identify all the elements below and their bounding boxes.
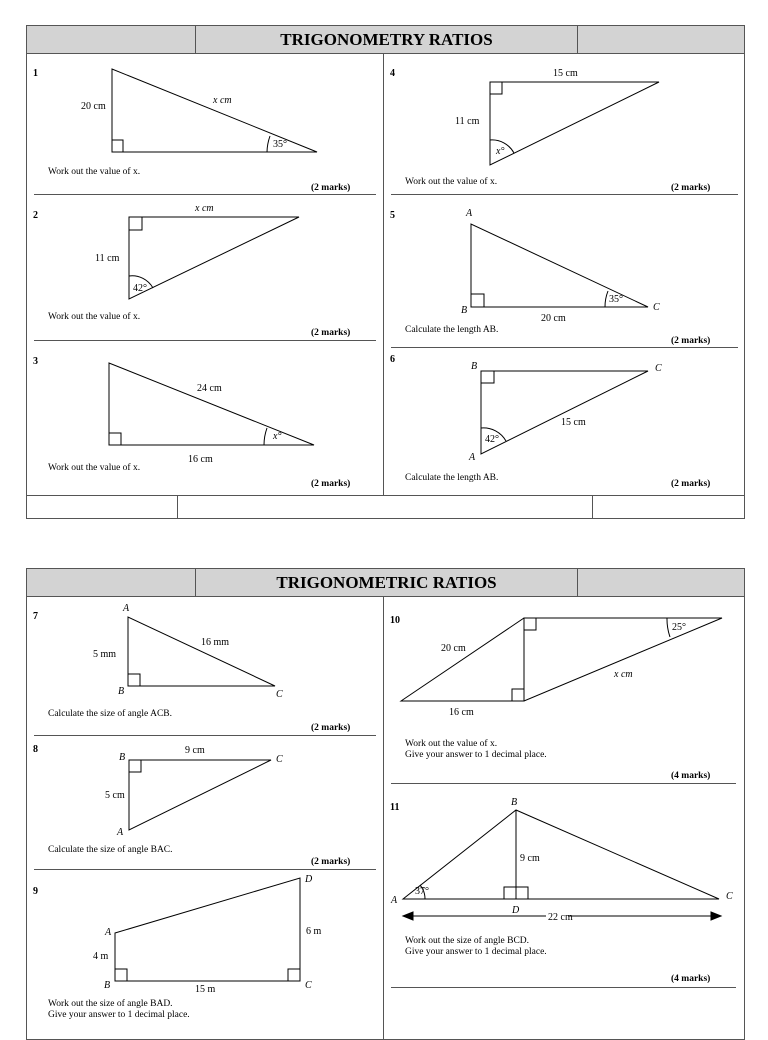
divider bbox=[391, 987, 736, 988]
question-number: 1 bbox=[33, 68, 38, 79]
vertex-A: A bbox=[469, 452, 476, 463]
triangle bbox=[481, 371, 648, 454]
vertex-C: C bbox=[653, 302, 660, 313]
side-label: 22 cm bbox=[548, 912, 573, 923]
vertex-D: D bbox=[512, 905, 520, 916]
vertex-B: B bbox=[119, 752, 126, 763]
question-number: 11 bbox=[390, 802, 400, 813]
marks-label: (2 marks) bbox=[671, 183, 711, 193]
side-label: x cm bbox=[213, 95, 232, 106]
vertex-C: C bbox=[655, 363, 662, 374]
q6-triangle-diagram bbox=[27, 26, 744, 496]
instruction: Work out the value of x. bbox=[405, 739, 498, 749]
vertex-B: B bbox=[104, 980, 111, 991]
vertex-D: D bbox=[305, 874, 313, 885]
vertex-C: C bbox=[276, 689, 283, 700]
vertex-A: A bbox=[123, 603, 130, 614]
angle-label: 25° bbox=[672, 622, 686, 633]
side-label: 6 m bbox=[306, 926, 322, 937]
instruction: Work out the value of x. bbox=[48, 463, 141, 473]
angle-label: 42° bbox=[133, 283, 147, 294]
footer-row bbox=[27, 495, 744, 518]
marks-label: (4 marks) bbox=[671, 974, 711, 984]
marks-label: (4 marks) bbox=[671, 771, 711, 781]
vertex-B: B bbox=[511, 797, 518, 808]
marks-label: (2 marks) bbox=[671, 336, 711, 346]
side-label: 20 cm bbox=[81, 101, 106, 112]
vertex-C: C bbox=[276, 754, 283, 765]
vertex-A: A bbox=[391, 895, 398, 906]
side-label: 24 cm bbox=[197, 383, 222, 394]
triangle bbox=[403, 810, 719, 899]
side-label: 15 m bbox=[195, 984, 216, 995]
instruction: Work out the size of angle BAD. bbox=[48, 999, 173, 1009]
side-label: 16 cm bbox=[188, 454, 213, 465]
side-label: 9 cm bbox=[185, 745, 205, 756]
angle-label: x° bbox=[496, 146, 505, 157]
vertex-B: B bbox=[461, 305, 468, 316]
question-number: 2 bbox=[33, 210, 38, 221]
marks-label: (2 marks) bbox=[671, 479, 711, 489]
question-number: 4 bbox=[390, 68, 395, 79]
marks-label: (2 marks) bbox=[311, 857, 351, 867]
side-label: 4 m bbox=[93, 951, 109, 962]
side-label: x cm bbox=[195, 203, 214, 214]
instruction: Calculate the size of angle BAC. bbox=[48, 845, 173, 855]
instruction: Work out the value of x. bbox=[405, 177, 498, 187]
question-number: 3 bbox=[33, 356, 38, 367]
angle-label: 35° bbox=[273, 139, 287, 150]
arrow-left-icon bbox=[403, 912, 413, 920]
vertex-A: A bbox=[466, 208, 473, 219]
side-label: 20 cm bbox=[441, 643, 466, 654]
side-label: 11 cm bbox=[455, 116, 480, 127]
angle-label: 35° bbox=[609, 294, 623, 305]
side-label: 9 cm bbox=[520, 853, 540, 864]
instruction: Calculate the length AB. bbox=[405, 325, 499, 335]
side-label: 15 cm bbox=[561, 417, 586, 428]
vertex-A: A bbox=[105, 927, 112, 938]
question-number: 5 bbox=[390, 210, 395, 221]
vertex-C: C bbox=[305, 980, 312, 991]
footer-cell bbox=[177, 496, 593, 518]
instruction: Give your answer to 1 decimal place. bbox=[48, 1010, 190, 1020]
worksheet-2 bbox=[26, 568, 745, 1040]
marks-label: (2 marks) bbox=[311, 183, 351, 193]
marks-label: (2 marks) bbox=[311, 723, 351, 733]
vertex-A: A bbox=[117, 827, 124, 838]
worksheet-title: TRIGONOMETRY RATIOS bbox=[195, 26, 578, 53]
question-number: 6 bbox=[390, 354, 395, 365]
side-label: x cm bbox=[614, 669, 633, 680]
worksheet-title: TRIGONOMETRIC RATIOS bbox=[195, 569, 578, 596]
instruction: Calculate the size of angle ACB. bbox=[48, 709, 172, 719]
marks-label: (2 marks) bbox=[311, 328, 351, 338]
side-label: 5 mm bbox=[93, 649, 117, 660]
vertex-B: B bbox=[118, 686, 125, 697]
question-number: 9 bbox=[33, 886, 38, 897]
side-label: 20 cm bbox=[541, 313, 566, 324]
instruction: Work out the value of x. bbox=[48, 312, 141, 322]
side-label: 16 cm bbox=[449, 707, 474, 718]
question-number: 8 bbox=[33, 744, 38, 755]
angle-label: 37° bbox=[415, 886, 429, 897]
side-label: 16 mm bbox=[201, 637, 230, 648]
instruction: Give your answer to 1 decimal place. bbox=[405, 750, 547, 760]
question-number: 10 bbox=[390, 615, 400, 626]
footer-cell bbox=[27, 496, 178, 518]
side-label: 5 cm bbox=[105, 790, 125, 801]
right-angle-marker bbox=[481, 371, 494, 383]
side-label: 15 cm bbox=[553, 68, 578, 79]
marks-label: (2 marks) bbox=[311, 479, 351, 489]
instruction: Work out the value of x. bbox=[48, 167, 141, 177]
angle-label: x° bbox=[273, 431, 282, 442]
q11-triangle-diagram bbox=[27, 569, 744, 989]
vertex-B: B bbox=[471, 361, 478, 372]
instruction: Calculate the length AB. bbox=[405, 473, 499, 483]
instruction: Work out the size of angle BCD. bbox=[405, 936, 530, 946]
instruction: Give your answer to 1 decimal place. bbox=[405, 947, 547, 957]
side-label: 11 cm bbox=[95, 253, 120, 264]
worksheet-1 bbox=[26, 25, 745, 519]
question-number: 7 bbox=[33, 611, 38, 622]
vertex-C: C bbox=[726, 891, 733, 902]
arrow-right-icon bbox=[711, 912, 721, 920]
angle-label: 42° bbox=[485, 434, 499, 445]
